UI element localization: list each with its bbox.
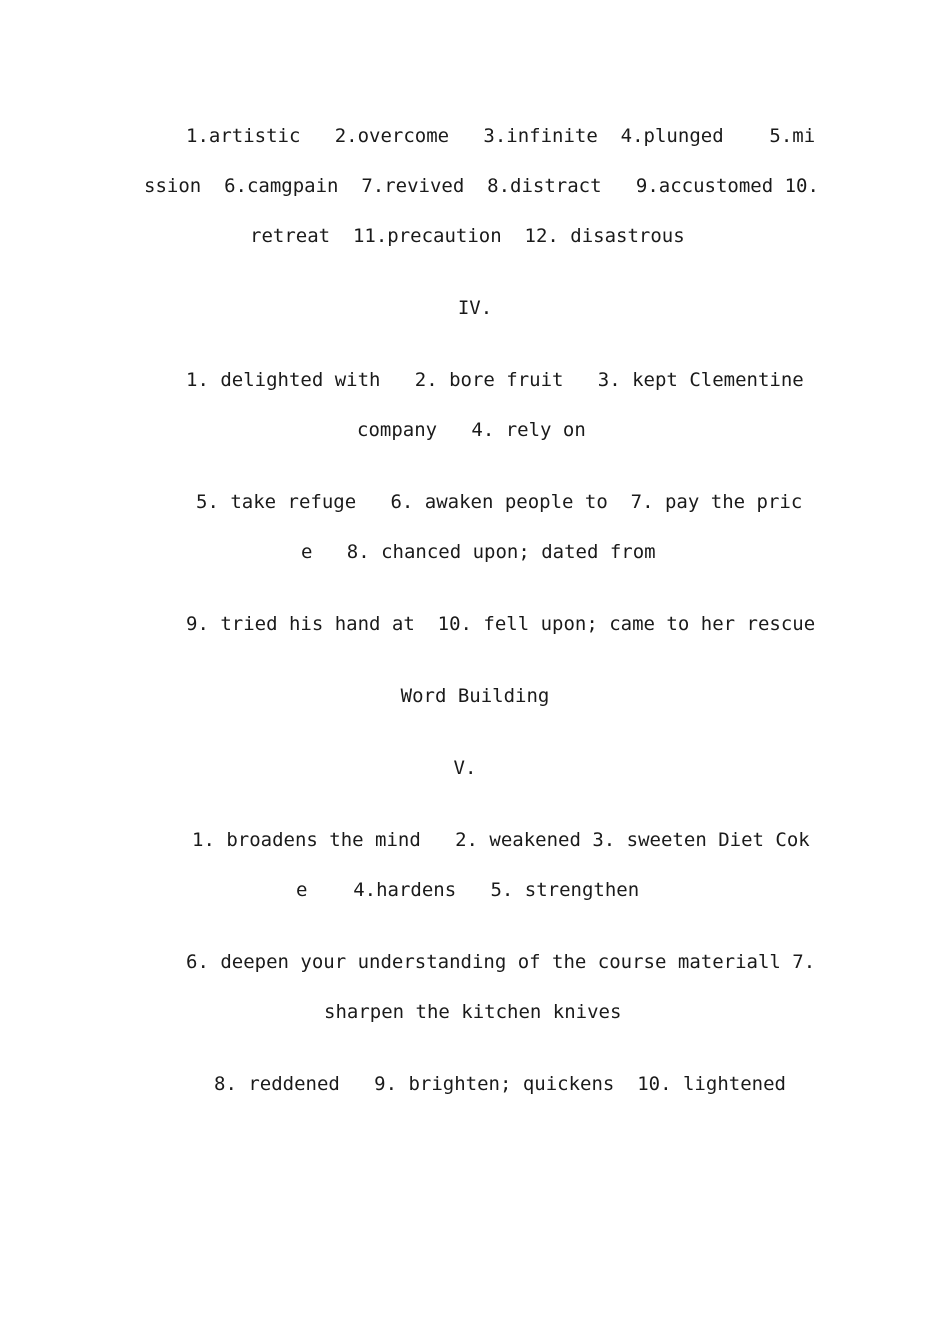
answers-iv-block-2-line-2: e 8. chanced upon; dated from (301, 541, 656, 563)
section-iv-heading: IV. (457, 297, 493, 319)
answers-iii-line-3: retreat 11.precaution 12. disastrous (250, 225, 685, 247)
answers-iv-block-1-line-1: 1. delighted with 2. bore fruit 3. kept Clementine (186, 369, 804, 391)
answers-iii-line-1: 1.artistic 2.overcome 3.infinite 4.plunged 5.mi (186, 125, 816, 147)
answers-iv-block-3-line-1: 9. tried his hand at 10. fell upon; came to her rescue (186, 613, 816, 635)
answers-v-block-3-line-1: 8. reddened 9. brighten; quickens 10. lightened (214, 1073, 786, 1095)
answers-v-block-1-line-1: 1. broadens the mind 2. weakened 3. sweeten Diet Cok (192, 829, 810, 851)
section-v-heading: V. (453, 757, 477, 779)
answers-iii-line-2: ssion 6.camgpain 7.revived 8.distract 9.accustomed 10. (144, 175, 819, 197)
answers-v-block-1-line-2: e 4.hardens 5. strengthen (296, 879, 640, 901)
answers-v-block-2-line-2: sharpen the kitchen knives (324, 1001, 622, 1023)
answers-iv-block-1-line-2: company 4. rely on (357, 419, 586, 441)
answers-iv-block-2-line-1: 5. take refuge 6. awaken people to 7. pay the pric (196, 491, 803, 513)
answers-v-block-2-line-1: 6. deepen your understanding of the course materiall 7. (186, 951, 816, 973)
word-building-heading: Word Building (400, 685, 550, 707)
